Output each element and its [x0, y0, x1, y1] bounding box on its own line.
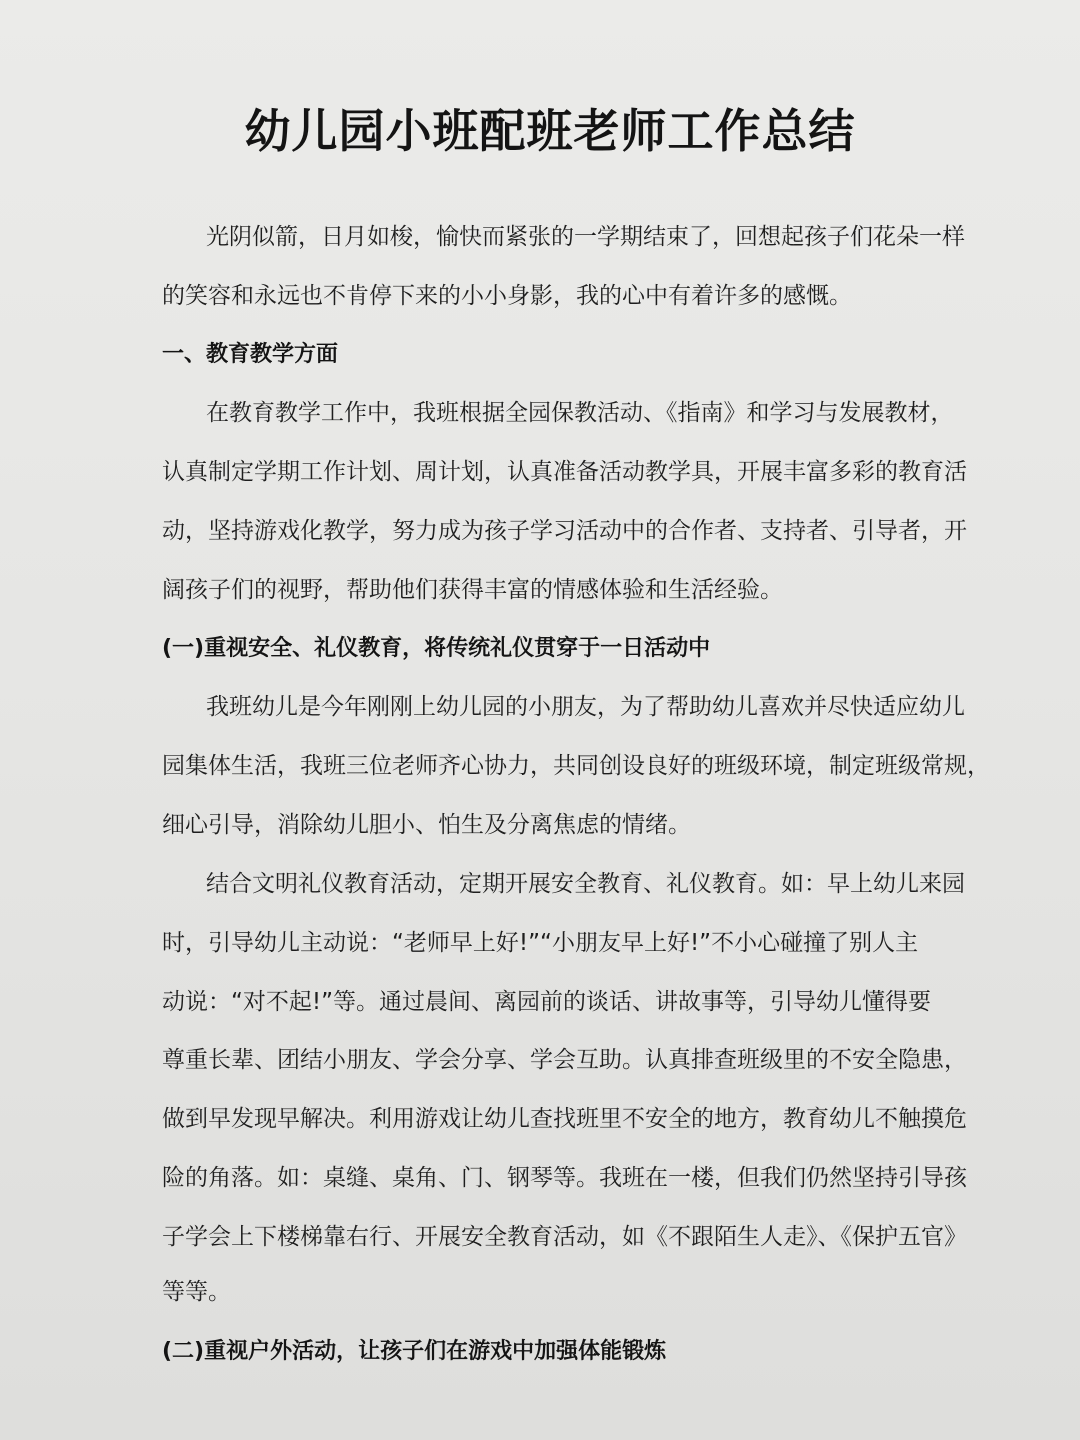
paragraph-line: 险的角落。如：桌缝、桌角、门、钢琴等。我班在一楼，但我们仍然坚持引导孩	[162, 1165, 967, 1191]
paragraph-line: 阔孩子们的视野，帮助他们获得丰富的情感体验和生活经验。	[162, 577, 783, 603]
section-heading: 一、教育教学方面	[162, 342, 339, 367]
paragraph-line: 做到早发现早解决。利用游戏让幼儿查找班里不安全的地方，教育幼儿不触摸危	[162, 1106, 967, 1132]
paragraph-line: 我班幼儿是今年刚刚上幼儿园的小朋友，为了帮助幼儿喜欢并尽快适应幼儿	[206, 694, 965, 720]
paragraph-line: 子学会上下楼梯靠右行、开展安全教育活动，如《不跟陌生人走》、《保护五官》	[162, 1224, 967, 1250]
paragraph-line: 尊重长辈、团结小朋友、学会分享、学会互助。认真排查班级里的不安全隐患，	[162, 1047, 967, 1073]
paragraph-line: 园集体生活，我班三位老师齐心协力，共同创设良好的班级环境，制定班级常规，	[162, 753, 990, 779]
paragraph-line: 等等。	[162, 1279, 231, 1305]
paragraph-line: 认真制定学期工作计划、周计划，认真准备活动教学具，开展丰富多彩的教育活	[162, 459, 967, 485]
paragraph-line: 动说：“对不起!”等。通过晨间、离园前的谈话、讲故事等，引导幼儿懂得要	[162, 989, 932, 1015]
paragraph-line: 动，坚持游戏化教学，努力成为孩子学习活动中的合作者、支持者、引导者，开	[162, 518, 967, 544]
paragraph-line: 结合文明礼仪教育活动，定期开展安全教育、礼仪教育。如：早上幼儿来园	[206, 871, 965, 897]
document-title: 幼儿园小班配班老师工作总结	[244, 104, 856, 158]
paragraph-line: 光阴似箭，日月如梭，愉快而紧张的一学期结束了，回想起孩子们花朵一样	[206, 224, 965, 250]
subsection-heading: (二)重视户外活动，让孩子们在游戏中加强体能锻炼	[162, 1339, 667, 1364]
subsection-heading: (一)重视安全、礼仪教育，将传统礼仪贯穿于一日活动中	[162, 636, 711, 661]
paragraph-line: 时，引导幼儿主动说：“老师早上好!”“小朋友早上好!”不小心碰撞了别人主	[162, 930, 919, 956]
paragraph-line: 细心引导，消除幼儿胆小、怕生及分离焦虑的情绪。	[162, 812, 691, 838]
paragraph-line: 的笑容和永远也不肯停下来的小小身影，我的心中有着许多的感慨。	[162, 283, 852, 309]
paragraph-line: 在教育教学工作中，我班根据全园保教活动、《指南》和学习与发展教材，	[206, 400, 954, 426]
